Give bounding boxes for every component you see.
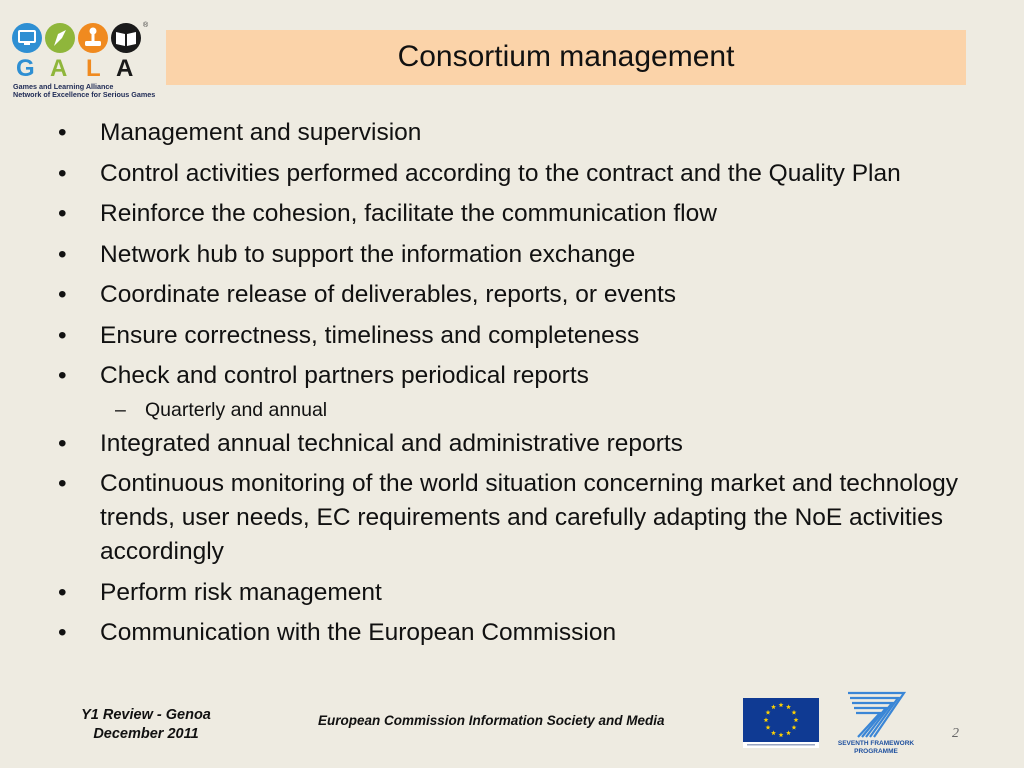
- bullet-item: [58, 616, 978, 650]
- bullet-item: [58, 467, 978, 569]
- slide-title: Consortium management: [397, 39, 735, 73]
- bullet-item: [58, 238, 978, 272]
- logo-letter-g: G: [16, 55, 35, 80]
- bullet-text: Communication with the European Commission: [100, 619, 617, 646]
- bullet-item: [58, 116, 978, 150]
- bullet-text: Management and supervision: [100, 119, 422, 146]
- bullet-mark: •: [58, 119, 67, 146]
- bullet-mark: •: [58, 159, 67, 187]
- logo-letter-l: L: [86, 55, 101, 80]
- monitor-icon: [12, 23, 42, 53]
- sub-bullet-mark: –: [115, 398, 126, 421]
- bullet-item: [58, 197, 978, 231]
- logo-letter-a-2: A: [116, 55, 134, 80]
- bullet-item: [58, 576, 978, 610]
- bullet-mark: •: [58, 200, 67, 227]
- footer-event: [66, 706, 226, 744]
- logo-letter-a: A: [50, 55, 68, 80]
- bullet-mark: •: [58, 281, 67, 308]
- bullet-item: [58, 359, 978, 393]
- bullet-item: [58, 427, 978, 461]
- bullet-mark: •: [58, 240, 67, 268]
- bullet-mark: •: [58, 619, 67, 646]
- sub-bullet-item: [58, 396, 978, 424]
- bullet-text: Integrated annual technical and administrative reports: [100, 429, 683, 457]
- bullet-text: Reinforce the cohesion, facilitate the communication flow: [100, 200, 717, 227]
- logo-tagline-line-1: Games and Learning Alliance: [13, 82, 114, 91]
- fp7-caption: [832, 740, 920, 755]
- bullet-text: Control activities performed according to the contract and the Quality Plan: [100, 159, 901, 187]
- footer-event-line-2: December 2011: [93, 726, 199, 742]
- bullet-item: [58, 278, 978, 312]
- bullet-item: [58, 157, 978, 191]
- bullet-text: Network hub to support the information exchange: [100, 240, 636, 268]
- fp7-caption-line-2: PROGRAMME: [854, 747, 898, 755]
- bullet-list: [58, 116, 978, 657]
- bullet-text: Check and control partners periodical reports: [100, 362, 589, 389]
- page-number: 2: [952, 726, 959, 741]
- book-icon: [111, 23, 141, 53]
- bullet-mark: •: [58, 429, 67, 457]
- logo-tagline: [13, 83, 155, 99]
- bullet-text: Coordinate release of deliverables, reports, or events: [100, 281, 677, 308]
- registered-mark: ®: [143, 22, 149, 29]
- bullet-text: Continuous monitoring of the world situation concerning market and technology trends, user needs, EC requirements and carefully adapting the NoE activities accordingly: [100, 470, 959, 565]
- gala-logo-graphic: [10, 16, 150, 80]
- fp7-caption-line-1: SEVENTH FRAMEWORK: [837, 740, 915, 747]
- title-bar: [166, 30, 966, 85]
- logo-tagline-line-2: Network of Excellence for Serious Games: [13, 90, 156, 99]
- footer-organisation: European Commission Information Society and Media: [318, 713, 665, 728]
- gala-logo: [10, 16, 156, 104]
- bullet-mark: •: [58, 362, 67, 389]
- bullet-mark: •: [58, 321, 67, 349]
- bullet-text: Ensure correctness, timeliness and completeness: [100, 321, 640, 349]
- footer-event-line-1: Y1 Review - Genoa: [81, 707, 211, 723]
- bullet-mark: •: [58, 578, 67, 606]
- bullet-text: Perform risk management: [100, 578, 382, 606]
- eu-flag-icon: [743, 698, 819, 748]
- bullet-item: [58, 319, 978, 353]
- bullet-mark: •: [58, 470, 67, 497]
- sub-bullet-text: Quarterly and annual: [145, 398, 328, 421]
